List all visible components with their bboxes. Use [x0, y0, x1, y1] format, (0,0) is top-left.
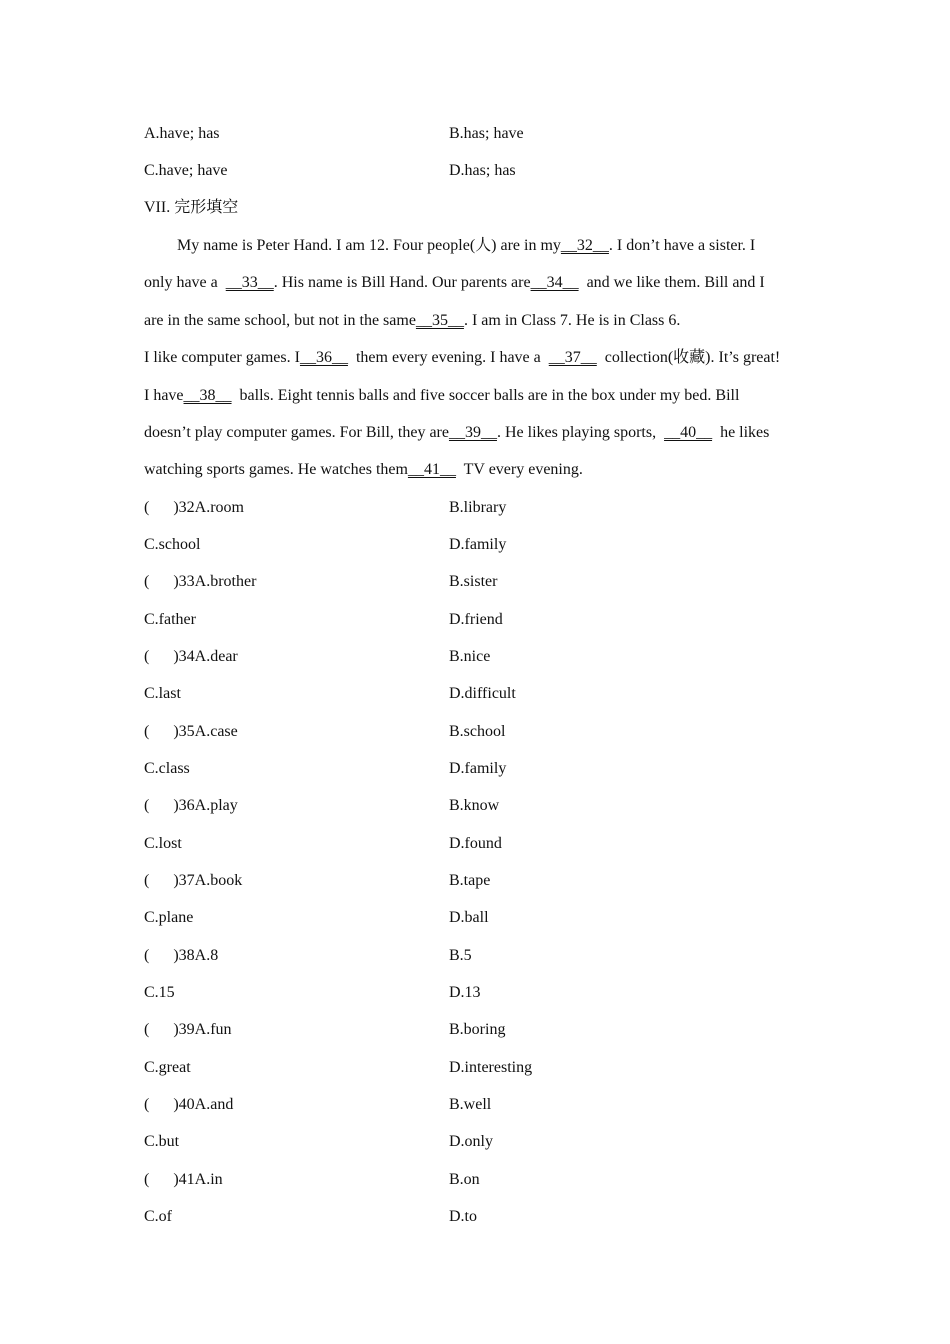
question-36-cd	[144, 832, 824, 856]
passage-text: and we like them. Bill and I	[578, 274, 765, 291]
question-number: 34	[178, 648, 195, 665]
option-b: B.has; have	[449, 125, 524, 142]
option-d: D.family	[449, 536, 507, 553]
blank-41: __41__	[407, 461, 456, 478]
question-37-cd	[144, 906, 824, 930]
passage-line-7	[144, 458, 824, 482]
question-38-cd	[144, 981, 824, 1005]
answer-paren: ( )	[144, 648, 179, 665]
passage-text: them every evening. I have a	[347, 349, 549, 366]
question-33	[144, 570, 824, 594]
passage-text: . I am in Class 7. He is in Class 6.	[463, 312, 681, 329]
question-number: 38	[178, 947, 195, 964]
question-40-cd	[144, 1130, 824, 1154]
question-number: 35	[178, 723, 195, 740]
option-b: B.sister	[449, 573, 498, 590]
passage-line-2	[144, 271, 824, 295]
question-38	[144, 944, 824, 968]
question-stem	[144, 1018, 232, 1042]
option-b: B.know	[449, 797, 500, 814]
question-39	[144, 1018, 824, 1042]
question-stem	[144, 944, 218, 968]
passage-text: . I don’t have a sister. I	[608, 237, 756, 254]
passage-line-5	[144, 384, 824, 408]
passage-text: doesn’t play computer games. For Bill, they are	[144, 424, 449, 441]
passage-text: watching sports games. He watches them	[144, 461, 408, 478]
question-number: 40	[178, 1096, 195, 1113]
option-a: A.in	[194, 1171, 223, 1188]
option-c: C.of	[144, 1208, 172, 1225]
option-a: A.fun	[194, 1021, 232, 1038]
answer-paren: ( )	[144, 797, 179, 814]
option-b: B.5	[449, 947, 472, 964]
option-b: B.on	[449, 1171, 480, 1188]
passage-text: I like computer games. I	[144, 349, 300, 366]
question-37	[144, 869, 824, 893]
option-c: C.father	[144, 611, 196, 628]
blank-39: __39__	[448, 424, 497, 441]
question-35-cd	[144, 757, 824, 781]
question-33-cd	[144, 608, 824, 632]
question-number: 39	[178, 1021, 195, 1038]
passage-line-4	[144, 346, 824, 370]
option-c: C.have; have	[144, 162, 228, 179]
option-b: B.well	[449, 1096, 492, 1113]
option-b: B.tape	[449, 872, 491, 889]
option-a: A.and	[194, 1096, 234, 1113]
option-b: B.nice	[449, 648, 491, 665]
question-stem	[144, 869, 242, 893]
question-39-cd	[144, 1056, 824, 1080]
option-d: D.friend	[449, 611, 503, 628]
option-a: A.8	[194, 947, 219, 964]
passage-text: he likes	[712, 424, 770, 441]
question-stem	[144, 645, 238, 669]
option-a: A.case	[194, 723, 238, 740]
passage-line-1	[144, 234, 857, 258]
option-b: B.library	[449, 499, 507, 516]
option-c: C.plane	[144, 909, 194, 926]
blank-40: __40__	[664, 424, 713, 441]
question-32	[144, 496, 824, 520]
answer-paren: ( )	[144, 573, 179, 590]
answer-paren: ( )	[144, 1171, 179, 1188]
question-number: 41	[178, 1171, 195, 1188]
passage-text: only have a	[144, 274, 226, 291]
option-d: D.interesting	[449, 1059, 533, 1076]
blank-36: __36__	[299, 349, 348, 366]
answer-paren: ( )	[144, 1096, 179, 1113]
blank-38: __38__	[183, 387, 232, 404]
question-34-cd	[144, 682, 824, 706]
question-stem	[144, 794, 238, 818]
passage-line-6	[144, 421, 824, 445]
option-d: D.has; has	[449, 162, 516, 179]
question-stem	[144, 1168, 223, 1192]
answer-paren: ( )	[144, 499, 179, 516]
blank-37: __37__	[548, 349, 597, 366]
question-number: 33	[178, 573, 195, 590]
question-32-cd	[144, 533, 824, 557]
blank-32: __32__	[560, 237, 609, 254]
question-35	[144, 720, 824, 744]
answer-paren: ( )	[144, 872, 179, 889]
option-a: A.play	[194, 797, 238, 814]
option-d: D.to	[449, 1208, 477, 1225]
section-heading: VII. 完形填空	[144, 199, 239, 216]
question-34	[144, 645, 824, 669]
option-c: C.great	[144, 1059, 191, 1076]
question-stem	[144, 1093, 233, 1117]
option-d: D.difficult	[449, 685, 516, 702]
option-d: D.found	[449, 835, 502, 852]
option-c: C.lost	[144, 835, 182, 852]
option-a: A.book	[194, 872, 243, 889]
question-41-cd	[144, 1205, 824, 1229]
passage-text: are in the same school, but not in the same	[144, 312, 416, 329]
blank-35: __35__	[415, 312, 464, 329]
option-a: A.brother	[194, 573, 257, 590]
option-a: A.have; has	[144, 125, 220, 142]
option-a: A.room	[194, 499, 244, 516]
answer-paren: ( )	[144, 723, 179, 740]
blank-34: __34__	[530, 274, 579, 291]
question-stem	[144, 570, 256, 594]
question-number: 37	[178, 872, 195, 889]
passage-text: . His name is Bill Hand. Our parents are	[273, 274, 531, 291]
question-stem	[144, 720, 238, 744]
prev-options-row-1	[144, 122, 824, 146]
option-d: D.only	[449, 1133, 493, 1150]
option-c: C.school	[144, 536, 201, 553]
passage-text: collection(收藏). It’s great!	[596, 349, 781, 366]
question-number: 32	[178, 499, 195, 516]
option-c: C.class	[144, 760, 190, 777]
blank-33: __33__	[225, 274, 274, 291]
question-36	[144, 794, 824, 818]
passage-text: I have	[144, 387, 184, 404]
question-number: 36	[178, 797, 195, 814]
passage-text: My name is Peter Hand. I am 12. Four people(人) are in my	[177, 237, 561, 254]
option-a: A.dear	[194, 648, 238, 665]
option-d: D.family	[449, 760, 507, 777]
option-c: C.15	[144, 984, 175, 1001]
answer-paren: ( )	[144, 947, 179, 964]
option-d: D.ball	[449, 909, 489, 926]
answer-paren: ( )	[144, 1021, 179, 1038]
option-b: B.boring	[449, 1021, 506, 1038]
question-40	[144, 1093, 824, 1117]
option-b: B.school	[449, 723, 506, 740]
option-c: C.but	[144, 1133, 180, 1150]
passage-line-3	[144, 309, 824, 333]
passage-text: TV every evening.	[455, 461, 583, 478]
question-stem	[144, 496, 244, 520]
option-d: D.13	[449, 984, 481, 1001]
question-41	[144, 1168, 824, 1192]
passage-text: . He likes playing sports,	[496, 424, 665, 441]
passage-text: balls. Eight tennis balls and five soccer balls are in the box under my bed. Bill	[231, 387, 740, 404]
option-c: C.last	[144, 685, 181, 702]
prev-options-row-2	[144, 159, 824, 183]
